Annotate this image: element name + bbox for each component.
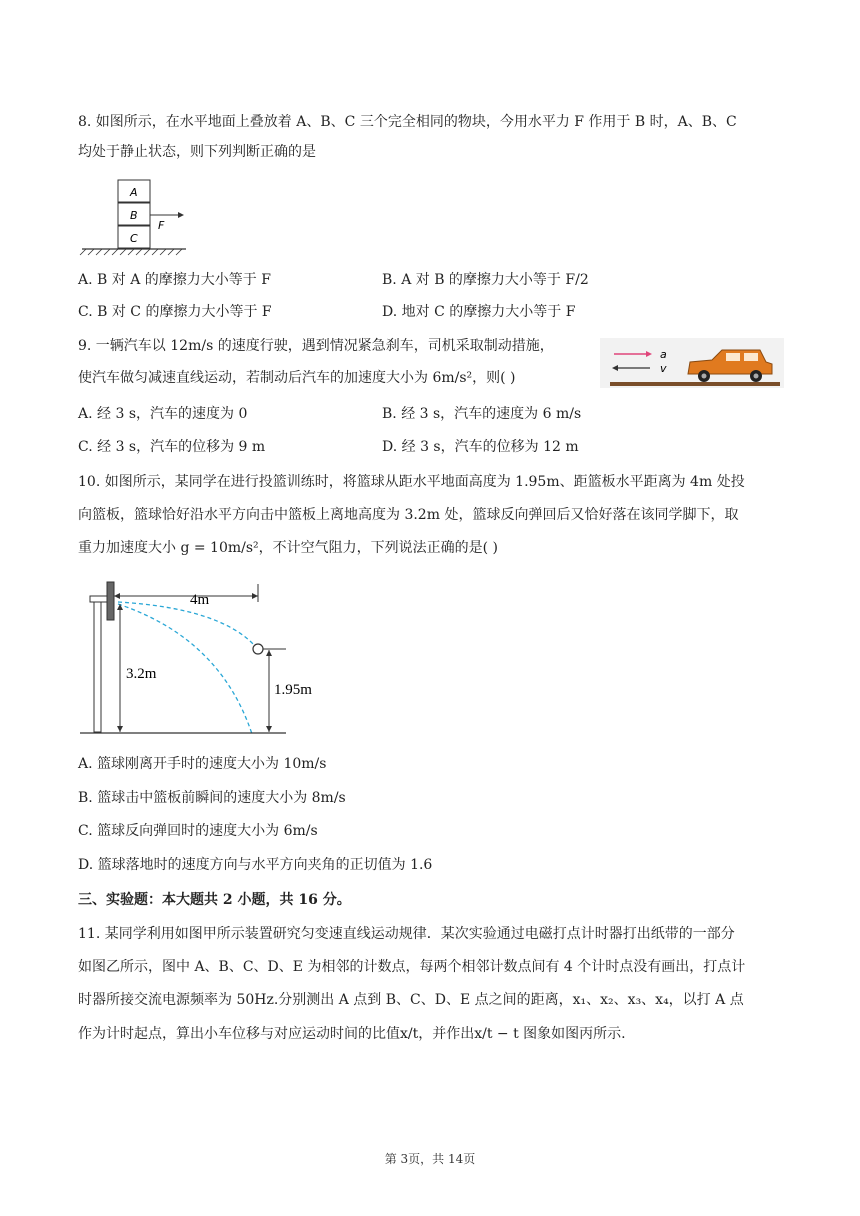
board-height-label: 3.2m xyxy=(126,666,157,682)
block-a-label: A xyxy=(130,186,138,199)
q9-option-d: D. 经 3 s，汽车的位移为 12 m xyxy=(382,439,579,455)
q10-stem-line2: 向篮板，篮球恰好沿水平方向击中篮板上离地高度为 3.2m 处，篮球反向弹回后又恰好落在该同学脚下，取 xyxy=(78,507,739,523)
force-label: F xyxy=(158,219,165,232)
accel-label: a xyxy=(660,348,667,361)
ground-hatch xyxy=(80,249,182,255)
q9-option-b: B. 经 3 s，汽车的速度为 6 m/s xyxy=(382,406,582,422)
q10-stem-line1: 10. 如图所示，某同学在进行投篮训练时，将篮球从距水平地面高度为 1.95m、距篮板水平距离为 4m 处投 xyxy=(78,474,745,490)
q11-stem-line3: 时器所接交流电源频率为 50Hz.分别测出 A 点到 B、C、D、E 点之间的距离，x₁、x₂、x₃、x₄，以打 A 点 xyxy=(78,992,744,1008)
section-3-heading: 三、实验题：本大题共 2 小题，共 16 分。 xyxy=(78,892,351,908)
q10-basketball-figure xyxy=(80,578,312,740)
q8-option-c: C. B 对 C 的摩擦力大小等于 F xyxy=(78,304,272,320)
q8-option-d: D. 地对 C 的摩擦力大小等于 F xyxy=(382,304,576,320)
q10-option-d: D. 篮球落地时的速度方向与水平方向夹角的正切值为 1.6 xyxy=(78,857,433,873)
basketball xyxy=(253,644,263,654)
q11-stem-line2: 如图乙所示，图中 A、B、C、D、E 为相邻的计数点，每两个相邻计数点间有 4 个计时点没有画出，打点计 xyxy=(78,959,746,975)
board-height-arrow-down xyxy=(117,726,123,732)
distance-arrow-left xyxy=(114,593,120,599)
q11-stem-line1: 11. 某同学利用如图甲所示装置研究匀变速直线运动规律．某次实验通过电磁打点计时器打出纸带的一部分 xyxy=(78,926,735,942)
block-c-label: C xyxy=(130,232,138,245)
q10-option-c: C. 篮球反向弹回时的速度大小为 6m/s xyxy=(78,823,318,839)
q9-option-a: A. 经 3 s，汽车的速度为 0 xyxy=(78,406,248,422)
throw-height-label: 1.95m xyxy=(274,682,312,698)
q9-car-figure xyxy=(600,338,784,388)
throw-height-arrow-down xyxy=(266,726,272,732)
block-b-label: B xyxy=(130,209,138,222)
q8-blocks-figure xyxy=(78,176,188,256)
q11-stem-line4: 作为计时起点，算出小车位移与对应运动时间的比值x/t，并作出x/t − t 图象如图丙所示. xyxy=(78,1026,626,1042)
throw-height-arrow-up xyxy=(266,650,272,656)
force-arrowhead xyxy=(178,212,184,218)
road-strip xyxy=(610,382,780,386)
q9-stem-line2: 使汽车做匀减速直线运动，若制动后汽车的加速度大小为 6m/s²，则( ) xyxy=(78,370,516,386)
q10-option-a: A. 篮球刚离开手时的速度大小为 10m/s xyxy=(78,756,327,772)
q10-option-b: B. 篮球击中篮板前瞬间的速度大小为 8m/s xyxy=(78,790,346,806)
distance-arrow-right xyxy=(252,593,258,599)
q8-option-a: A. B 对 A 的摩擦力大小等于 F xyxy=(78,272,271,288)
q9-option-c: C. 经 3 s，汽车的位移为 9 m xyxy=(78,439,266,455)
velocity-label: v xyxy=(660,362,667,375)
q8-stem-line1: 8. 如图所示，在水平地面上叠放着 A、B、C 三个完全相同的物块，今用水平力 F 作用于 B 时，A、B、C xyxy=(78,114,737,130)
page-footer: 第 3页，共 14页 xyxy=(384,1152,476,1166)
hoop-pole xyxy=(94,600,101,732)
q10-stem-line3: 重力加速度大小 g = 10m/s²，不计空气阻力，下列说法正确的是( ) xyxy=(78,540,499,556)
q9-stem-line1: 9. 一辆汽车以 12m/s 的速度行驶，遇到情况紧急刹车，司机采取制动措施， xyxy=(78,338,554,354)
q8-stem-line2: 均处于静止状态，则下列判断正确的是 xyxy=(78,144,316,160)
q8-option-b: B. A 对 B 的摩擦力大小等于 F/2 xyxy=(382,272,589,288)
backboard xyxy=(107,582,114,620)
distance-label: 4m xyxy=(190,592,210,608)
board-height-arrow-up xyxy=(117,604,123,610)
